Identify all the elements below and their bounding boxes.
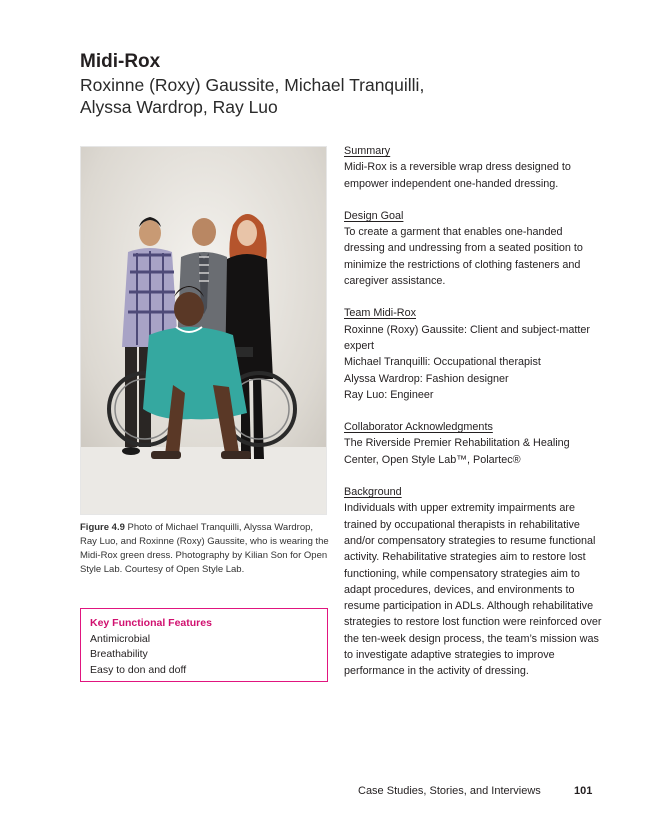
figure-caption (80, 521, 330, 577)
authors-line-2: Alyssa Wardrop, Ray Luo (80, 97, 278, 117)
section-body: Midi-Rox is a reversible wrap dress designed to empower independent one-handed dressing. (344, 161, 571, 190)
team-photo-illustration (81, 147, 326, 514)
section-collaborators (344, 419, 604, 468)
section-team (344, 305, 604, 403)
team-photo (80, 146, 327, 515)
section-body: The Riverside Premier Rehabilitation & Healing Center, Open Style Lab™, Polartec® (344, 437, 570, 466)
key-features-title: Key Functional Features (90, 617, 212, 629)
section-background (344, 484, 604, 680)
section-design-goal (344, 208, 604, 289)
authors-line-1: Roxinne (Roxy) Gaussite, Michael Tranquilli, (80, 75, 425, 95)
team-member: Ray Luo: Engineer (344, 388, 434, 401)
figure-label: Figure 4.9 (80, 522, 125, 533)
section-summary (344, 143, 604, 192)
section-body: To create a garment that enables one-handed dressing and undressing from a seated position to minimize the restrictions of clothing fasteners and caregiver assistance. (344, 226, 583, 288)
section-heading: Design Goal (344, 209, 404, 222)
text-column (344, 143, 604, 680)
key-feature-item: Antimicrobial (90, 632, 151, 645)
section-body: Individuals with upper extremity impairments are trained by occupational therapists in rehabilitative and/or compensatory strategies to resume functional activity. Rehabilitative strategies aim to restore lost functioning, while compensatory strategies aim to adapt procedures, devices, and environments to resume participation in ADLs. Although rehabilitative strategies to restore lost function were reinforced over the ten-week design process, the team’s mission was to investigate adaptive strategies to improve performance in the activity of dressing. (344, 502, 602, 678)
key-feature-item: Easy to don and doff (90, 663, 187, 676)
running-footer: Case Studies, Stories, and Interviews (358, 785, 541, 797)
section-heading: Collaborator Acknowledgments (344, 421, 493, 434)
section-heading: Background (344, 486, 402, 499)
section-heading: Team Midi-Rox (344, 307, 416, 320)
page-number: 101 (574, 785, 593, 797)
key-feature-item: Breathability (90, 648, 148, 660)
section-heading: Summary (344, 145, 391, 157)
figure-caption-text: Photo of Michael Tranquilli, Alyssa Wardrop, Ray Luo, and Roxinne (Roxy) Gaussite, who is wearing the Midi-Rox green dress. Photography by Kilian Son for Open Style Lab. Courtesy of Open Style Lab. (80, 522, 329, 575)
team-member: Roxinne (Roxy) Gaussite: Client and subject-matter expert (344, 323, 591, 352)
page-title: Midi-Rox (80, 51, 161, 72)
authors (80, 74, 500, 118)
key-features-box (80, 608, 328, 682)
team-member: Alyssa Wardrop: Fashion designer (344, 372, 509, 385)
team-member: Michael Tranquilli: Occupational therapist (344, 356, 541, 369)
